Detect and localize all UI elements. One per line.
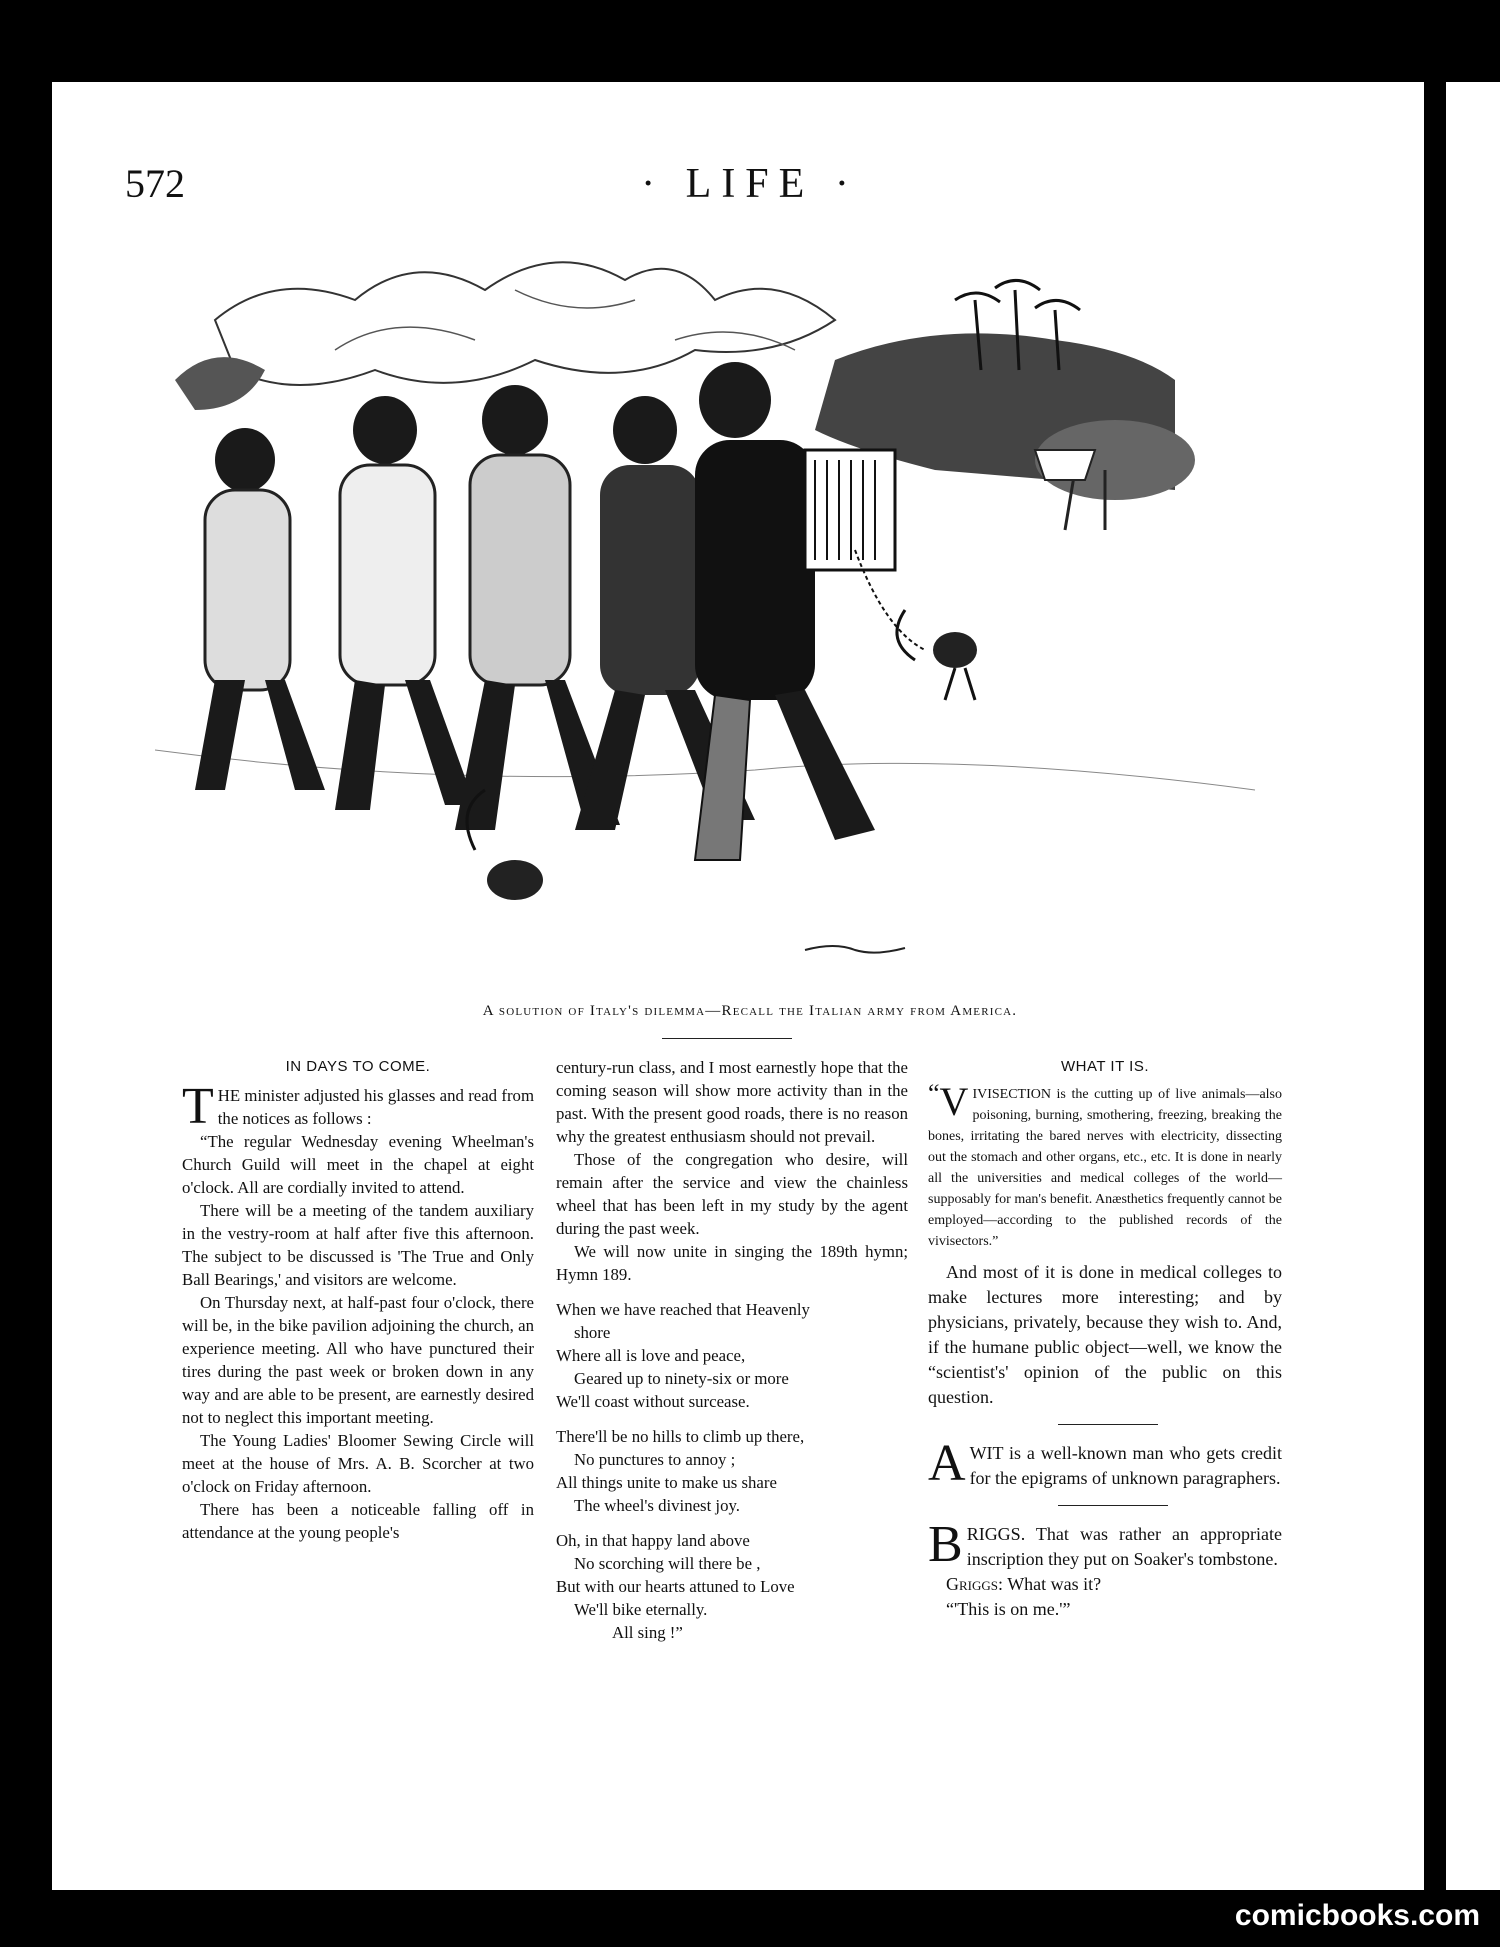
divider xyxy=(1058,1424,1158,1425)
page-number: 572 xyxy=(125,161,185,206)
illustration-caption: A solution of Italy's dilemma—Recall the Italian army from America. xyxy=(482,1003,1018,1019)
column-what-it-is xyxy=(928,1055,1282,1622)
briggs-paragraph: BRIGGS. That was rather an appropriate inscription they put on Soaker's tombstone. xyxy=(928,1516,1282,1573)
watermark-logo: comicbooks.com xyxy=(1234,1899,1480,1932)
drop-cap: B xyxy=(928,1516,963,1573)
paragraph: The Young Ladies' Bloomer Sewing Circle will meet at the house of Mrs. A. B. Scorcher at two o'clock on Friday afternoon. xyxy=(182,1431,534,1496)
hymn-verse: When we have reached that Heavenly shore Where all is love and peace, Geared up to ninety-six or more We'll coast without surcease. There'll be no hills to climb up there, No punctures to annoy ; All things unite to make us share The wheel's divinest joy. Oh, in that happy land above No scorching will there be , But with our hearts attuned to Love We'll bike eternally. All sing !” xyxy=(556,1300,810,1642)
cartoon-illustration xyxy=(155,230,1295,980)
drop-cap: A xyxy=(928,1435,966,1492)
caption-divider xyxy=(662,1038,792,1039)
column-in-days-to-come xyxy=(182,1055,534,1544)
article-title: WHAT IT IS. xyxy=(1060,1058,1149,1075)
griggs-line: Griggs: What was it? xyxy=(946,1574,1102,1594)
paragraph: century-run class, and I most earnestly hope that the coming season will show more activity than in the past. With the present good roads, there is no reason why the greatest enthusiasm should not prevail. xyxy=(556,1058,908,1146)
article-title: IN DAYS TO COME. xyxy=(285,1058,431,1075)
article-opening: THE minister adjusted his glasses and read from the notices as follows : xyxy=(182,1078,534,1135)
paragraph: We will now unite in singing the 189th hymn; Hymn 189. xyxy=(556,1242,908,1284)
divider xyxy=(1058,1505,1168,1506)
masthead: · LIFE · xyxy=(641,161,859,207)
paragraph: There will be a meeting of the tandem auxiliary in the vestry-room at half after five this afternoon. The subject to be discussed is 'The True and Only Ball Bearings,' and visitors are welcome. xyxy=(182,1201,534,1289)
paragraph: There has been a noticeable falling off in attendance at the young people's xyxy=(182,1500,534,1542)
paragraph: “The regular Wednesday evening Wheelman's Church Guild will meet in the chapel at eight o'clock. All are cordially invited to attend. xyxy=(182,1132,534,1197)
paragraph: On Thursday next, at half-past four o'clock, there will be, in the bike pavilion adjoining the church, an experience meeting. All who have punctured their tires during the past week or broken down in any way and are able to be present, are earnestly desired not to neglect this important meeting. xyxy=(182,1293,534,1427)
paragraph: Those of the congregation who desire, will remain after the service and view the chainless wheel that has been left in my study by the agent during the past week. xyxy=(556,1150,908,1238)
column-in-days-to-come-continued xyxy=(556,1056,908,1644)
answer-line: “'This is on me.'” xyxy=(946,1599,1071,1619)
paragraph: And most of it is done in medical colleges to make lectures more interesting; and by physicians, privately, because they wish to. And, if the humane public object—well, we know the “scientist's' opinion of the public on this question. xyxy=(928,1262,1282,1407)
vivisection-quote: “ V IVISECTION is the cutting up of live animals—also poisoning, burning, smothering, freezing, breaking the bones, irritating the bared nerves with electricity, dissecting out the stomach and other organs, etc., etc. It is done in nearly all the universities and medical colleges of the world—supposably for man's benefit. Anæsthetics frequently cannot be employed—according to the published records of the vivisectors.” xyxy=(928,1079,1282,1249)
drop-cap: V xyxy=(939,1079,969,1124)
drop-cap: T xyxy=(182,1078,214,1135)
wit-paragraph: AWIT is a well-known man who gets credit for the epigrams of unknown paragraphers. xyxy=(928,1435,1282,1492)
facing-page-edge xyxy=(1446,82,1500,1890)
